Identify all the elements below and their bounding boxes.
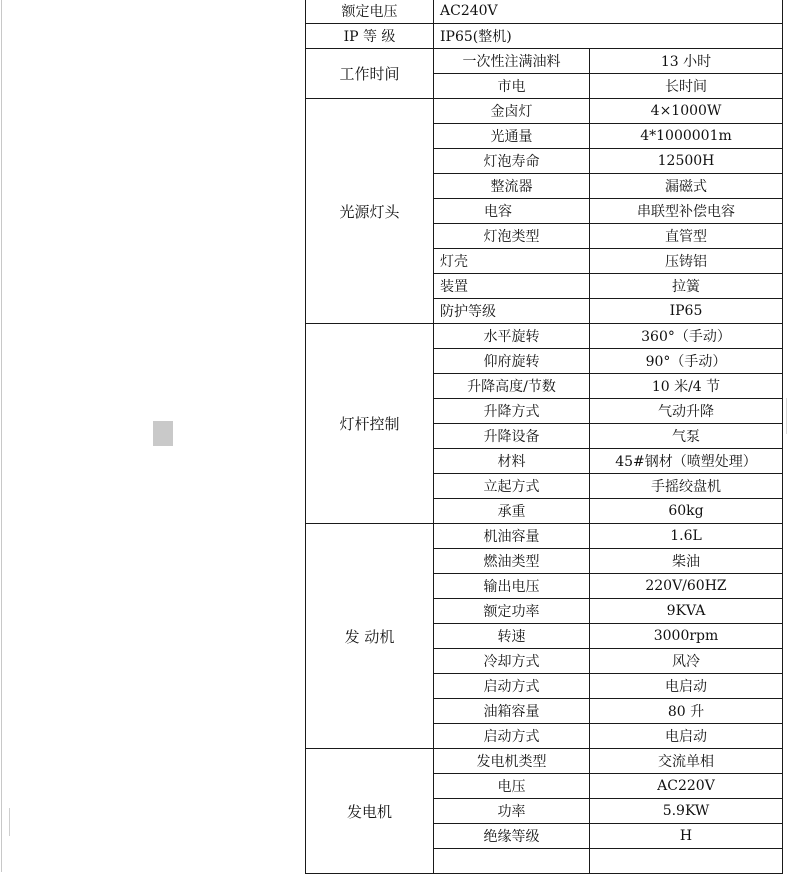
param-value: 3000rpm — [590, 624, 783, 649]
param-value: 45#钢材（喷塑处理） — [590, 449, 783, 474]
param-value: 4×1000W — [590, 99, 783, 124]
param-value: 手摇绞盘机 — [590, 474, 783, 499]
param-name: 灯泡类型 — [434, 224, 590, 249]
param-value: 直管型 — [590, 224, 783, 249]
param-name: 材料 — [434, 449, 590, 474]
param-value: 漏磁式 — [590, 174, 783, 199]
param-name: 油箱容量 — [434, 699, 590, 724]
group-label: 工作时间 — [306, 49, 434, 99]
param-value: 60kg — [590, 499, 783, 524]
param-name: 输出电压 — [434, 574, 590, 599]
row-label: IP 等 级 — [306, 24, 434, 49]
param-name: 市电 — [434, 74, 590, 99]
text-cursor-block — [153, 421, 173, 446]
table-row — [306, 0, 783, 24]
spec-table — [305, 0, 783, 874]
param-value: 220V/60HZ — [590, 574, 783, 599]
param-name: 电压 — [434, 774, 590, 799]
param-value: 压铸铝 — [590, 249, 783, 274]
param-value: 电启动 — [590, 674, 783, 699]
param-name: 一次性注满油料 — [434, 49, 590, 74]
param-name-empty — [434, 849, 590, 874]
param-name: 仰府旋转 — [434, 349, 590, 374]
param-name: 启动方式 — [434, 674, 590, 699]
param-name: 防护等级 — [434, 299, 590, 324]
param-name: 灯泡寿命 — [434, 149, 590, 174]
param-value: IP65 — [590, 299, 783, 324]
table-row — [306, 324, 783, 349]
param-value: 5.9KW — [590, 799, 783, 824]
group-label: 发电机 — [306, 749, 434, 874]
table-row — [306, 24, 783, 49]
param-name: 承重 — [434, 499, 590, 524]
param-name: 光通量 — [434, 124, 590, 149]
param-name: 灯壳 — [434, 249, 590, 274]
param-value: 拉簧 — [590, 274, 783, 299]
param-value: 10 米/4 节 — [590, 374, 783, 399]
table-row — [306, 99, 783, 124]
margin-tick-mark-right — [786, 398, 787, 434]
param-value: 90°（手动） — [590, 349, 783, 374]
param-name: 升降设备 — [434, 424, 590, 449]
param-name: 功率 — [434, 799, 590, 824]
param-name: 转速 — [434, 624, 590, 649]
param-value: 交流单相 — [590, 749, 783, 774]
param-name: 启动方式 — [434, 724, 590, 749]
param-value: H — [590, 824, 783, 849]
table-row — [306, 524, 783, 549]
param-value: 长时间 — [590, 74, 783, 99]
param-value: 9KVA — [590, 599, 783, 624]
param-name: 升降方式 — [434, 399, 590, 424]
document-left-border — [1, 0, 2, 872]
row-value: AC240V — [434, 0, 783, 24]
row-value: IP65(整机) — [434, 24, 783, 49]
param-name: 整流器 — [434, 174, 590, 199]
param-value: AC220V — [590, 774, 783, 799]
param-value: 360°（手动） — [590, 324, 783, 349]
param-value: 风冷 — [590, 649, 783, 674]
param-name: 装置 — [434, 274, 590, 299]
margin-tick-mark — [9, 808, 10, 836]
group-label: 发 动机 — [306, 524, 434, 749]
row-label: 额定电压 — [306, 0, 434, 24]
param-name: 额定功率 — [434, 599, 590, 624]
param-name: 金卤灯 — [434, 99, 590, 124]
param-value: 4*1000001m — [590, 124, 783, 149]
param-value: 80 升 — [590, 699, 783, 724]
param-name: 立起方式 — [434, 474, 590, 499]
param-value-empty — [590, 849, 783, 874]
table-row — [306, 49, 783, 74]
param-value: 柴油 — [590, 549, 783, 574]
param-value: 气动升降 — [590, 399, 783, 424]
param-value: 气泵 — [590, 424, 783, 449]
param-name: 燃油类型 — [434, 549, 590, 574]
param-value: 1.6L — [590, 524, 783, 549]
param-name: 升降高度/节数 — [434, 374, 590, 399]
group-label: 光源灯头 — [306, 99, 434, 324]
param-value: 串联型补偿电容 — [590, 199, 783, 224]
param-name: 水平旋转 — [434, 324, 590, 349]
param-value: 12500H — [590, 149, 783, 174]
param-value: 13 小时 — [590, 49, 783, 74]
param-name: 冷却方式 — [434, 649, 590, 674]
param-name: 电容 — [434, 199, 590, 224]
param-value: 电启动 — [590, 724, 783, 749]
group-label: 灯杆控制 — [306, 324, 434, 524]
param-name: 发电机类型 — [434, 749, 590, 774]
param-name: 绝缘等级 — [434, 824, 590, 849]
param-name: 机油容量 — [434, 524, 590, 549]
table-row — [306, 749, 783, 774]
